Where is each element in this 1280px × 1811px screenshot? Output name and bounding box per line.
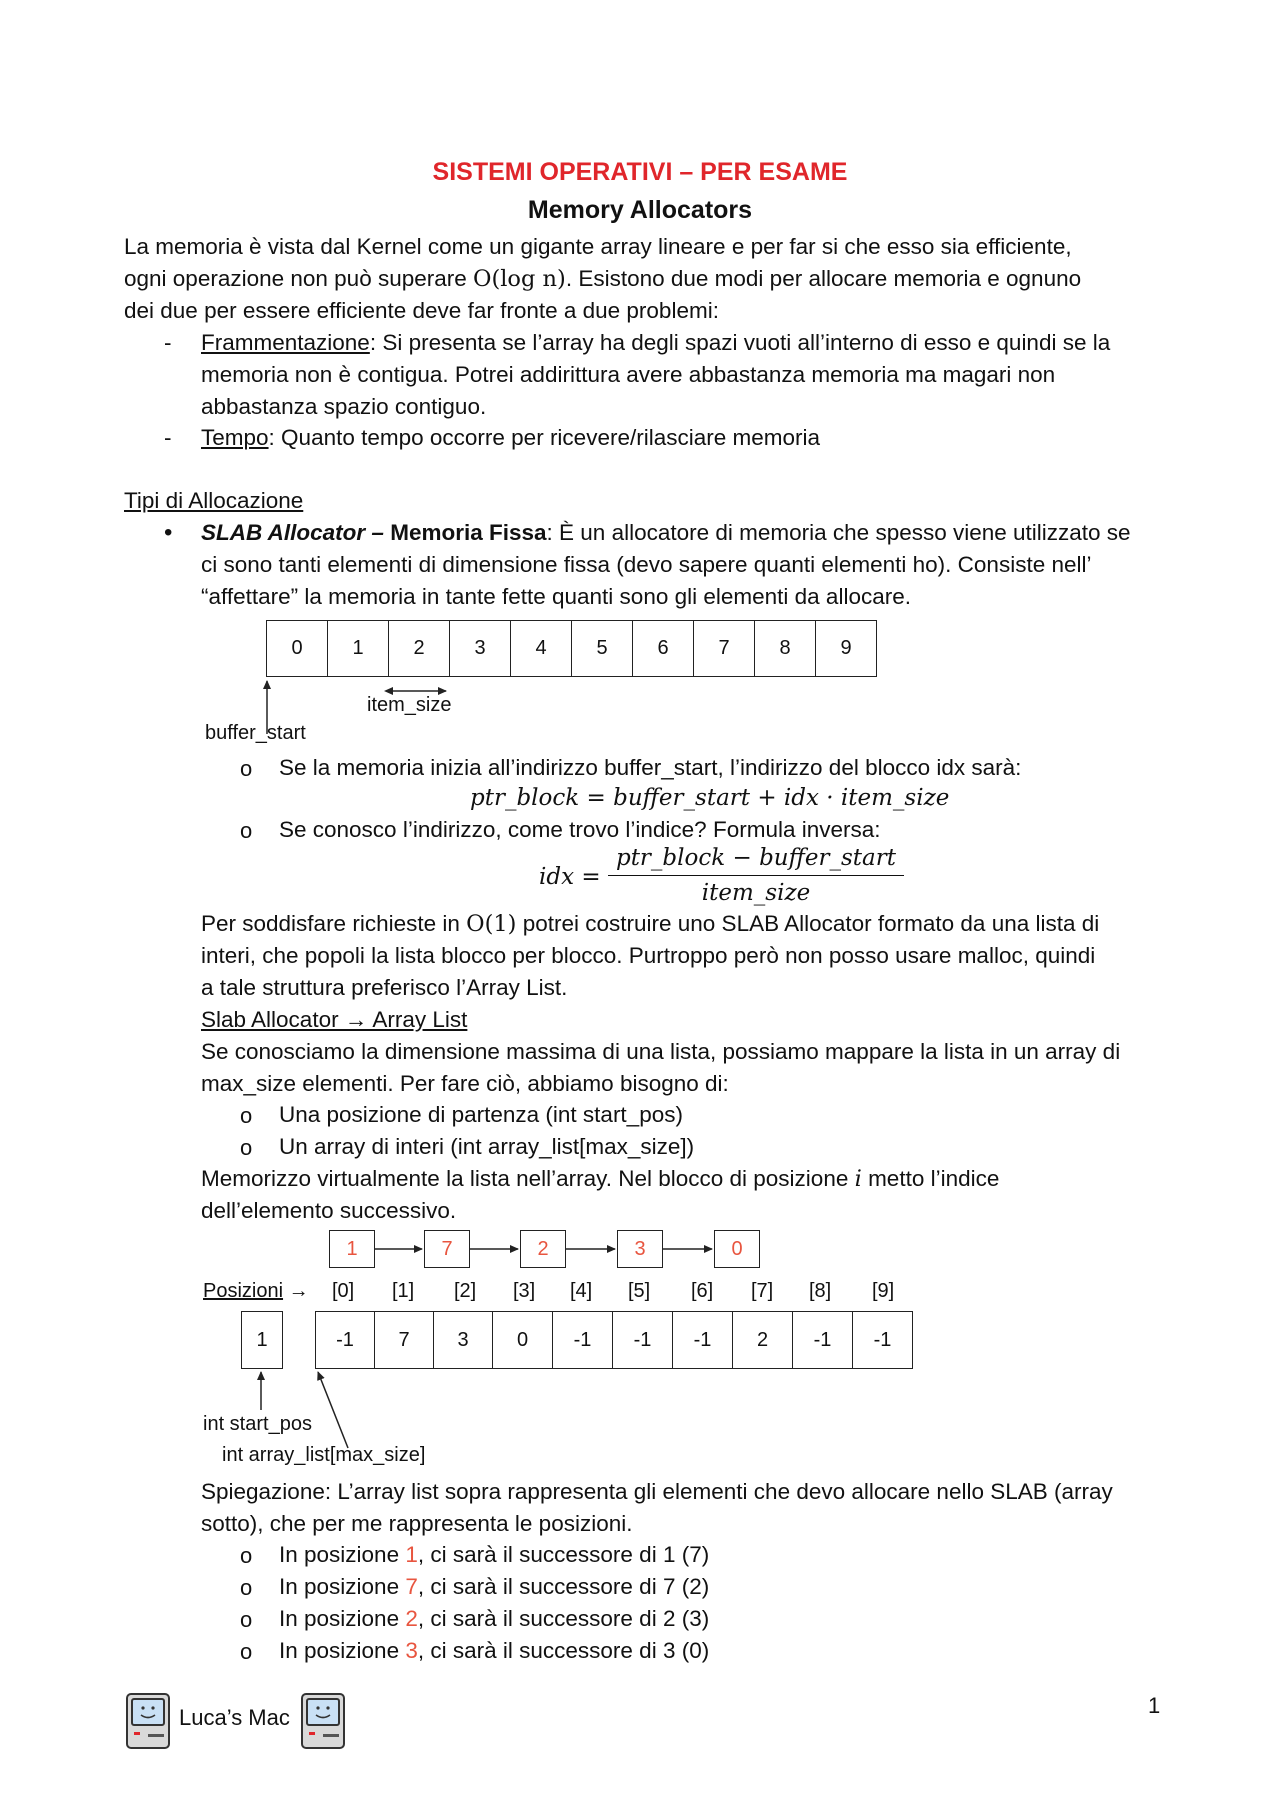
o-bullet-e2: o <box>240 1575 253 1600</box>
item-size-label: item_size <box>367 694 452 716</box>
position-3: [3] <box>513 1280 536 1302</box>
dash-bullet-1: - <box>164 330 172 355</box>
start-pos-label: int start_pos <box>203 1413 312 1435</box>
explanation-item-2 <box>279 1574 709 1600</box>
para2-bullet-2: Un array di interi (int array_list[max_size]) <box>279 1134 695 1159</box>
explanation-item-2-pre: In posizione <box>279 1574 406 1599</box>
array-list-arrow <box>318 1372 348 1448</box>
positions-label <box>203 1280 309 1303</box>
slab-desc-1: : È un allocatore di memoria che spesso viene utilizzato se <box>546 520 1131 545</box>
o-bullet-e4: o <box>240 1639 253 1664</box>
intro-line-2-b: . Esistono due modi per allocare memoria e ognuno <box>565 266 1082 291</box>
position-9: [9] <box>872 1280 895 1302</box>
explanation-item-2-pos: 7 <box>405 1574 418 1599</box>
array-cell-1: 7 <box>374 1311 434 1369</box>
formula2-numerator: ptr_block − buffer_start <box>615 845 897 871</box>
buffer-cell-1: 1 <box>327 620 389 677</box>
mac-computer-icon-left <box>126 1693 170 1749</box>
position-8: [8] <box>809 1280 832 1302</box>
o-bullet-b1: o <box>240 1103 253 1128</box>
time-line-1: : Quanto tempo occorre per ricevere/rilasciare memoria <box>268 425 821 450</box>
position-0: [0] <box>332 1280 355 1302</box>
para1-line-3: a tale struttura preferisco l’Array List. <box>201 975 568 1000</box>
complexity-log-n: O(log n) <box>473 266 566 292</box>
explanation-item-3 <box>279 1606 709 1632</box>
buffer-cell-3: 3 <box>449 620 511 677</box>
buffer-cell-5: 5 <box>571 620 633 677</box>
formula2-lhs: idx = <box>539 864 601 890</box>
array-cell-5: -1 <box>612 1311 673 1369</box>
position-2: [2] <box>454 1280 477 1302</box>
intro-line-3: dei due per essere efficiente deve far fronte a due problemi: <box>124 298 719 323</box>
para1-line-2: interi, che popoli la lista blocco per blocco. Purtroppo però non posso usare malloc, quindi <box>201 943 1096 968</box>
fragmentation-line-3: abbastanza spazio contiguo. <box>201 394 487 419</box>
buffer-cell-6: 6 <box>632 620 694 677</box>
chain-node-2: 7 <box>424 1230 470 1268</box>
o-bullet-e3: o <box>240 1607 253 1632</box>
para1-a: Per soddisfare richieste in <box>201 911 467 936</box>
document-subtitle: Memory Allocators <box>527 196 753 224</box>
buffer-cell-7: 7 <box>693 620 755 677</box>
fragmentation-term: Frammentazione <box>201 330 370 355</box>
slab-fixed: Memoria Fissa <box>383 520 547 545</box>
buffer-cell-0: 0 <box>266 620 328 677</box>
o-bullet-b2: o <box>240 1135 253 1160</box>
array-cell-0: -1 <box>315 1311 375 1369</box>
buffer-cell-8: 8 <box>754 620 816 677</box>
explanation-item-3-pos: 2 <box>405 1606 418 1631</box>
time-term: Tempo <box>201 425 269 450</box>
index-i: i <box>854 1166 862 1192</box>
position-7: [7] <box>751 1280 774 1302</box>
buffer-cell-2: 2 <box>388 620 450 677</box>
explanation-item-2-post: , ci sarà il successore di 7 (2) <box>417 1574 710 1599</box>
intro-line-2-a: ogni operazione non può superare <box>124 266 474 291</box>
chain-node-5: 0 <box>714 1230 760 1268</box>
array-cell-3: 0 <box>492 1311 553 1369</box>
slab-line-3: “affettare” la memoria in tante fette quanti sono gli elementi da allocare. <box>201 584 911 609</box>
position-5: [5] <box>628 1280 651 1302</box>
explanation-item-4-pos: 3 <box>405 1638 418 1663</box>
buffer-start-label: buffer_start <box>205 722 306 744</box>
array-cell-8: -1 <box>792 1311 853 1369</box>
o-bullet-f2: o <box>240 818 253 843</box>
buffer-cell-4: 4 <box>510 620 572 677</box>
explanation-item-3-pre: In posizione <box>279 1606 406 1631</box>
formula2-text: Se conosco l’indirizzo, come trovo l’indice? Formula inversa: <box>279 817 881 842</box>
position-4: [4] <box>570 1280 593 1302</box>
formula1-math: ptr_block = buffer_start + idx · item_size <box>470 785 950 811</box>
chain-node-4: 3 <box>617 1230 663 1268</box>
page-number: 1 <box>1148 1693 1161 1718</box>
explanation-item-4-post: , ci sarà il successore di 3 (0) <box>417 1638 710 1663</box>
array-cell-6: -1 <box>672 1311 733 1369</box>
o-bullet-f1: o <box>240 756 253 781</box>
para2-line-4: dell’elemento successivo. <box>201 1198 457 1223</box>
array-cell-9: -1 <box>852 1311 913 1369</box>
fragmentation-line-1: : Si presenta se l’array ha degli spazi vuoti all’interno di esso e quindi se la <box>369 330 1111 355</box>
explanation-item-1-pre: In posizione <box>279 1542 406 1567</box>
explanation-item-3-post: , ci sarà il successore di 2 (3) <box>417 1606 710 1631</box>
positions-arrow: → <box>288 1280 309 1302</box>
para2-bullet-1: Una posizione di partenza (int start_pos) <box>279 1102 683 1127</box>
footer-name: Luca’s Mac <box>179 1705 290 1730</box>
explanation-item-4 <box>279 1638 709 1664</box>
para2-line-1: Se conosciamo la dimensione massima di una lista, possiamo mappare la lista in un array di <box>201 1039 1121 1064</box>
o-bullet-e1: o <box>240 1543 253 1568</box>
array-cell-2: 3 <box>433 1311 493 1369</box>
chain-node-3: 2 <box>520 1230 566 1268</box>
para2-l3-a: Memorizzo virtualmente la lista nell’array. Nel blocco di posizione <box>201 1166 855 1191</box>
array-cell-7: 2 <box>732 1311 793 1369</box>
explanation-item-1 <box>279 1542 709 1568</box>
para1-b: potrei costruire uno SLAB Allocator formato da una lista di <box>516 911 1100 936</box>
dash-bullet-2: - <box>164 425 172 450</box>
document-title: SISTEMI OPERATIVI – PER ESAME <box>432 158 848 186</box>
start-pos-cell: 1 <box>241 1311 283 1369</box>
array-cell-4: -1 <box>552 1311 613 1369</box>
positions-word: Posizioni <box>203 1280 284 1302</box>
slab-bullet: • <box>164 519 173 546</box>
explanation-item-1-pos: 1 <box>405 1542 418 1567</box>
position-1: [1] <box>392 1280 415 1302</box>
explanation-line-1: Spiegazione: L’array list sopra rappresenta gli elementi che devo allocare nello SLAB (array <box>201 1479 1113 1504</box>
explanation-item-1-post: , ci sarà il successore di 1 (7) <box>417 1542 710 1567</box>
buffer-cell-9: 9 <box>815 620 877 677</box>
slab-line-2: ci sono tanti elementi di dimensione fissa (devo sapere quanti elementi ho). Consiste nell’ <box>201 552 1092 577</box>
subsection-title: Slab Allocator → Array List <box>201 1007 468 1032</box>
chain-node-1: 1 <box>329 1230 375 1268</box>
formula1-text: Se la memoria inizia all’indirizzo buffer_start, l’indirizzo del blocco idx sarà: <box>279 755 1022 780</box>
section-title: Tipi di Allocazione <box>124 488 304 513</box>
explanation-item-4-pre: In posizione <box>279 1638 406 1663</box>
complexity-o1: O(1) <box>466 911 517 937</box>
para2-line-2: max_size elementi. Per fare ciò, abbiamo bisogno di: <box>201 1071 729 1096</box>
position-6: [6] <box>691 1280 714 1302</box>
mac-computer-icon-right <box>301 1693 345 1749</box>
para2-l3-b: metto l’indice <box>861 1166 1000 1191</box>
formula2-denominator: item_size <box>701 880 811 906</box>
fragmentation-line-2: memoria non è contigua. Potrei addirittura avere abbastanza memoria ma magari non <box>201 362 1056 387</box>
explanation-line-2: sotto), che per me rappresenta le posizioni. <box>201 1511 633 1536</box>
intro-line-1: La memoria è vista dal Kernel come un gigante array lineare e per far si che esso sia efficiente, <box>124 234 1072 259</box>
array-list-label: int array_list[max_size] <box>222 1444 426 1466</box>
slab-name: SLAB Allocator – <box>201 520 384 545</box>
